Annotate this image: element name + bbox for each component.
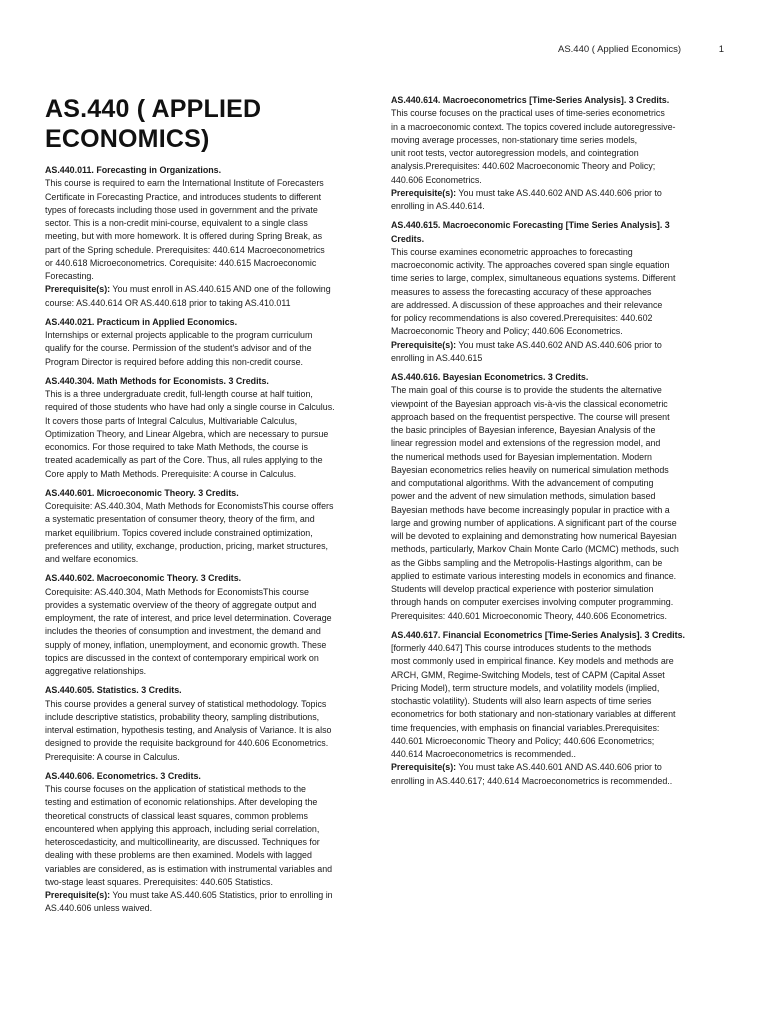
- course-entry: [391, 629, 724, 788]
- course-title: AS.440.616. Bayesian Econometrics. 3 Credits.: [391, 372, 589, 382]
- course-title: AS.440.617. Financial Econometrics [Time-Series Analysis]. 3 Credits.: [391, 629, 685, 640]
- course-prerequisite: [391, 761, 724, 788]
- course-description: This course provides a general survey of statistical methodology. Topics include descriptive statistics, probability theory, sampling distributions, interval estimation, hypothesis testing, and Analysis of Variance. It is also designed to provide the requisite background for 440.606 Econometrics. Prerequisite: A course in Calculus.: [45, 698, 332, 762]
- prerequisite-label: Prerequisite(s):: [391, 762, 457, 773]
- course-description: This course focuses on the application of statistical methods to the testing and estimation of economic relationships. After developing the theoretical constructs of classical least squares, common problems encountered when applying this approach, including serial correlation, heteroscedasticity, and multicollinearity, are discussed. Techniques for dealing with these problems are then examined. Models with lagged variables are considered, as is estimation with instrumental variables and two-stage least squares. Prerequisites: 440.605 Statistics.: [45, 784, 333, 887]
- course-entry: [45, 487, 377, 567]
- course-description: This course is required to earn the International Institute of Forecasters Certificate in Forecasting Practice, and introduces students to different types of forecasts including those used in government and the private sector. This is a non-credit mini-course, equivalent to a single class meeting, but with more homework. It is offered during Spring Break, as part of the Spring schedule. Prerequisites: 440.614 Macroeconometrics or 440.618 Microeconometrics. Corequisite: 440.615 Macroeconomic Forecasting.: [45, 178, 325, 281]
- course-title: AS.440.614. Macroeconometrics [Time-Series Analysis]. 3 Credits.: [391, 95, 670, 105]
- prerequisite-label: Prerequisite(s):: [45, 890, 111, 900]
- course-title: AS.440.615. Macroeconomic Forecasting [Time Series Analysis]. 3 Credits.: [391, 220, 670, 244]
- prerequisite-label: Prerequisite(s):: [391, 339, 457, 350]
- left-column: [45, 94, 377, 922]
- prerequisite-text: You must take AS.440.601 AND AS.440.606 prior to enrolling in AS.440.617; 440.614 Macroeconometrics is recommended..: [391, 762, 673, 786]
- course-title: AS.440.304. Math Methods for Economists. 3 Credits.: [45, 375, 269, 386]
- course-description: Internships or external projects applicable to the program curriculum qualify for the course. Permission of the student's advisor and of the Program Director is required before adding this non-credit course.: [45, 330, 313, 367]
- course-description: The main goal of this course is to provide the students the alternative viewpoint of the Bayesian approach vis-à-vis the classical econometric approach based on the frequentist perspective. The course will present the basic principles of Bayesian inference, Bayesian Analysis of the linear regression model and extensions of the regression model, and the numerical methods used for Bayesian implementation. Modern Bayesian econometrics relies heavily on numerical simulation methods and computational algorithms. With the advancement of computing power and the advent of new simulation methods, simulation based Bayesian methods have become increasingly popular in practice with a large and growing number of applications. A significant part of the course will be devoted to explaining and demonstrating how numerical Bayesian methods, particularly, Markov Chain Monte Carlo (MCMC) methods, such as the Gibbs sampling and the Metropolis-Hastings algorithm, can be applied to estimate various interesting models in economics and finance. Students will develop practical experience with posterior simulation through hands on computer exercises involving computer programming. Prerequisites: 440.601 Microeconomic Theory, 440.606 Econometrics.: [391, 385, 679, 621]
- running-header-title: AS.440 ( Applied Economics): [558, 44, 682, 55]
- course-prerequisite: [391, 187, 724, 214]
- course-entry: [391, 94, 724, 213]
- course-title: AS.440.602. Macroeconomic Theory. 3 Credits.: [45, 573, 242, 584]
- page-title: AS.440 ( APPLIED ECONOMICS): [45, 95, 262, 153]
- course-description: Corequisite: AS.440.304, Math Methods for EconomistsThis course provides a systematic overview of the theory of aggregate output and employment, the rate of interest, and price level determination. Coverage includes the theories of consumption and investment, the demand and supply of money, inflation, unemployment, and economic growth. These topics are discussed in the context of contemporary empirical work on aggregative relationships.: [45, 586, 332, 676]
- running-header: [558, 44, 724, 58]
- prerequisite-text: You must take AS.440.605 Statistics, prior to enrolling in AS.440.606 unless waived.: [45, 890, 333, 914]
- course-prerequisite: [45, 283, 377, 310]
- course-prerequisite: [391, 339, 724, 366]
- course-entry: [45, 572, 377, 678]
- prerequisite-text: You must enroll in AS.440.615 AND one of the following course: AS.440.614 OR AS.440.618 prior to taking AS.410.011: [45, 284, 331, 308]
- course-description: This is a three undergraduate credit, full-length course at half tuition, required of those students who have had only a single course in Calculus. It covers those parts of Integral Calculus, Multivariable Calculus, Optimization Theory, and Linear Algebra, which are necessary to pursue economics. For those required to take Math Methods, the course is treated academically as part of the Core. Thus, all rules applying to the Core apply to Math Methods. Prerequisite: A course in Calculus.: [45, 389, 335, 479]
- course-title: AS.440.021. Practicum in Applied Economics.: [45, 316, 238, 327]
- course-entry: [45, 375, 377, 481]
- course-prerequisite: [45, 889, 377, 916]
- course-list-left: [45, 164, 377, 916]
- course-title: AS.440.601. Microeconomic Theory. 3 Credits.: [45, 487, 239, 498]
- course-list-right: [391, 94, 724, 788]
- course-entry: [45, 770, 377, 916]
- course-entry: [45, 316, 377, 369]
- course-entry: [391, 371, 724, 623]
- course-entry: [391, 219, 724, 365]
- prerequisite-text: You must take AS.440.602 AND AS.440.606 prior to enrolling in AS.440.614.: [391, 187, 662, 211]
- course-entry: [45, 684, 377, 764]
- page-number: 1: [718, 44, 724, 55]
- course-description: Corequisite: AS.440.304, Math Methods for EconomistsThis course offers a systematic presentation of consumer theory, theory of the firm, and market equilibrium. Topics covered include constrained optimization, preferences and utility, exchange, production, pricing, market structures, and welfare economics.: [45, 501, 334, 564]
- prerequisite-text: You must take AS.440.602 AND AS.440.606 prior to enrolling in AS.440.615: [391, 339, 662, 363]
- course-description: [formerly 440.647] This course introduces students to the methods most commonly used in empirical finance. Key models and methods are ARCH, GMM, Regime-Switching Models, test of CAPM (Capital Asset Pricing Model), term structure models, and volatility models (implied, stochastic volatility). Students will also learn aspects of time series econometrics for both stationary and non-stationary variables at different time frequencies, with emphasis on financial variables.Prerequisites: 440.601 Microeconomic Theory and Policy; 440.606 Econometrics; 440.614 Macroeconometrics is recommended..: [391, 643, 676, 759]
- course-description: This course examines econometric approaches to forecasting macroeconomic activity. The approaches covered span single equation time series to large, complex, simultaneous equations systems. Different measures to assess the forecasting accuracy of these approaches are addressed. A discussion of these approaches and their relevance for policy recommendations is also covered.Prerequisites: 440.602 Macroeconomic Theory and Policy; 440.606 Econometrics.: [391, 246, 676, 337]
- course-title: AS.440.011. Forecasting in Organizations.: [45, 165, 222, 175]
- prerequisite-label: Prerequisite(s):: [45, 284, 111, 295]
- right-column: [391, 94, 724, 794]
- course-title: AS.440.605. Statistics. 3 Credits.: [45, 685, 182, 696]
- course-description: This course focuses on the practical uses of time-series econometrics in a macroeconomic context. The topics covered include autoregressive- moving average processes, non-stationary time series models, unit root tests, vector autoregression models, and cointegration analysis.Prerequisites: 440.602 Macroeconomic Theory and Policy; 440.606 Econometrics.: [391, 108, 676, 185]
- prerequisite-label: Prerequisite(s):: [391, 187, 457, 198]
- course-title: AS.440.606. Econometrics. 3 Credits.: [45, 770, 201, 781]
- course-entry: [45, 164, 377, 310]
